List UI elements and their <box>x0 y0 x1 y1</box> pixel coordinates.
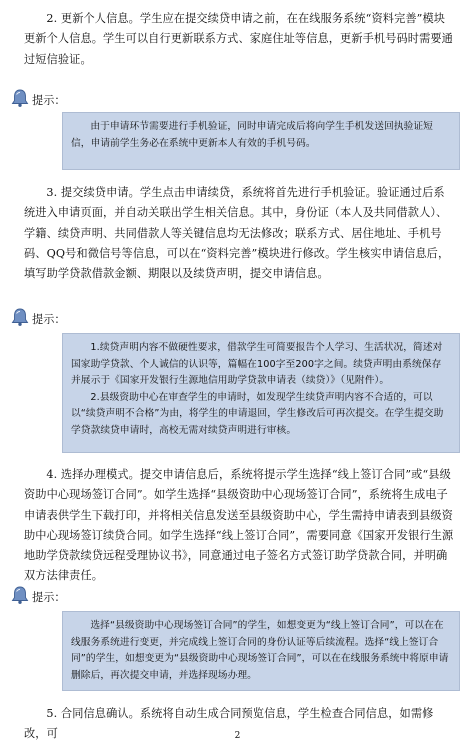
page-number: 2 <box>234 731 241 741</box>
tip-text: 1.续贷声明内容不做硬性要求，借款学生可简要报告个人学习、生活状况，简述对国家助学贷款、个人诚信的认识等，篇幅在100字至200字之间。续贷声明由系统保存并展示于《国家开发银行生源地信用助学贷款申请表（续贷）》（见附件）。 <box>71 342 443 386</box>
paragraph-choose-mode: 4. 选择办理模式。提交申请信息后，系统将提示学生选择“线上签订合同”或“县级资助中心现场签订合同”。如学生选择“县级资助中心现场签订合同”，系统将生成电子申请表供学生下载打印，并将相关信息发送至县级资助中心，学生需持申请表到县级资助中心现场签订续贷合同。如学生选择“线上签订合同”，需要同意《国家开发银行生源地助学贷款续贷远程受理协议书》，同意通过电子签名方式签订助学贷款合同，并明确双方法律责任。 <box>24 468 454 583</box>
tip-box-renewal-statement <box>62 333 460 453</box>
paragraph-confirm-contract: 5. 合同信息确认。系统将自动生成合同预览信息，学生检查合同信息，如需修改，可 <box>24 707 434 741</box>
tip-text: 由于申请环节需要进行手机验证，同时申请完成后将向学生手机发送回执验证短信，申请前学生务必在系统中更新本人有效的手机号码。 <box>71 121 433 149</box>
tip-box-phone-verification <box>62 112 460 170</box>
paragraph-update-info: 2. 更新个人信息。学生应在提交续贷申请之前，在在线服务系统“资料完善”模块更新个人信息。学生可以自行更新联系方式、家庭住址等信息，更新手机号码时需要通过短信验证。 <box>24 12 453 66</box>
bell-icon <box>10 88 30 108</box>
bell-icon <box>10 307 30 327</box>
bell-icon <box>10 585 30 605</box>
tip-box-change-mode <box>62 611 460 691</box>
tip-text: 2.县级资助中心在审查学生的申请时，如发现学生续贷声明内容不合适的，可以以“续贷声明不合格”为由，将学生的申请退回，学生修改后可再次提交。在学生提交助学贷款续贷申请时，高校无需对续贷声明进行审核。 <box>71 391 444 436</box>
tip-1 <box>10 88 130 110</box>
tip-label: 提示： <box>32 313 66 326</box>
tip-2 <box>10 307 130 329</box>
tip-label: 提示： <box>32 591 66 604</box>
paragraph-submit-application: 3. 提交续贷申请。学生点击申请续贷，系统将首先进行手机验证。验证通过后系统进入申请页面，并自动关联出学生相关信息。其中，身份证（本人及共同借款人）、学籍、续贷声明、共同借款人等关键信息均无法修改；联系方式、居住地址、手机号码、QQ号和微信号等信息，可以在“资料完善”模块进行修改。学生核实申请信息后，填写助学贷款借款金额、期限以及续贷声明，提交申请信息。 <box>24 186 450 281</box>
tip-text: 选择“县级资助中心现场签订合同”的学生，如想变更为“线上签订合同”，可以在在线服务系统进行变更，并完成线上签订合同的身份认证等后续流程。选择“线上签订合同”的学生，如想变更为“县级资助中心现场签订合同”，可以在在线服务系统中将原申请删除后，再次提交申请，并选择现场办理。 <box>71 620 449 681</box>
tip-label: 提示： <box>32 94 66 107</box>
tip-3 <box>10 585 130 607</box>
